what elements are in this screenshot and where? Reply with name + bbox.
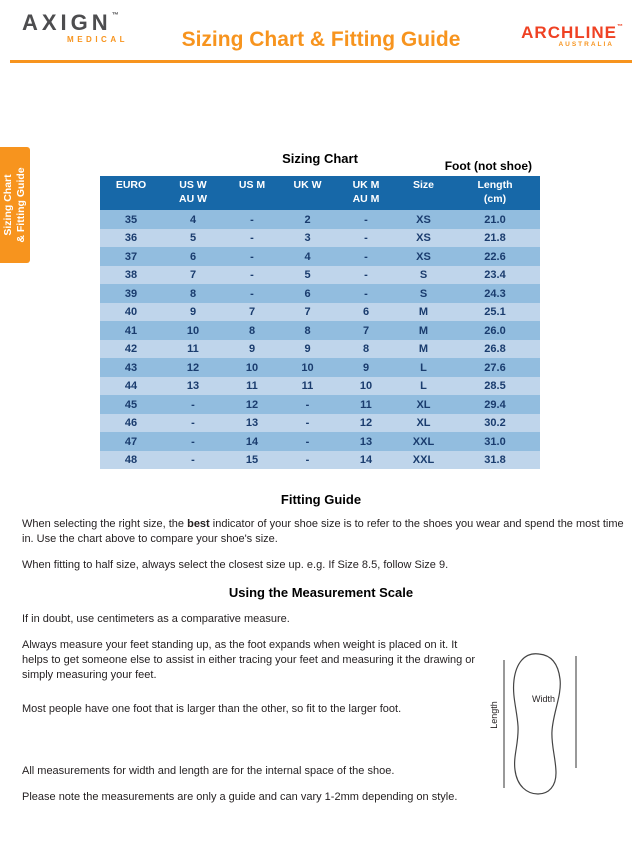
sizing-table-cell: 46	[124, 417, 138, 430]
sizing-table-row	[100, 210, 540, 229]
sizing-table-cell: -	[250, 287, 254, 300]
sizing-table-row	[100, 395, 540, 414]
sizing-table-cell: 9	[304, 343, 311, 356]
sizing-table-cell: 13	[186, 380, 200, 393]
sizing-table-cell: 5	[189, 232, 197, 245]
sizing-table-cell: 6	[189, 250, 197, 263]
sizing-table-row	[100, 340, 540, 359]
sizing-chart-title: Sizing Chart	[282, 151, 358, 166]
sizing-table-cell: 6	[362, 306, 370, 319]
fitting-guide-paragraph-2: When fitting to half size, always select the closest size up. e.g. If Size 8.5, follow Size 9.	[22, 559, 449, 571]
sizing-table-cell: 22.6	[484, 250, 506, 263]
sizing-table-cell: -	[250, 232, 254, 245]
sizing-table-cell: -	[191, 435, 195, 448]
fg-p1-bold: best	[187, 518, 210, 530]
sizing-table-cell: 9	[362, 361, 370, 374]
fitting-guide-paragraph-1	[22, 517, 628, 547]
sizing-chart-header	[100, 151, 540, 175]
side-tab-line2: & Fitting Guide	[15, 167, 27, 243]
sizing-table-cell: 14	[245, 435, 259, 448]
sizing-table-column-header: US M	[224, 176, 280, 210]
sizing-table	[100, 176, 540, 469]
axign-tm-mark: ™	[111, 12, 119, 19]
sizing-table-cell: 6	[304, 287, 311, 300]
sizing-table-cell: XL	[416, 398, 431, 411]
measurement-paragraph-4: All measurements for width and length are for the internal space of the shoe.	[22, 765, 395, 777]
sizing-table-cell: 38	[124, 269, 138, 282]
sizing-table-row	[100, 321, 540, 340]
fg-p1-before: When selecting the right size, the	[22, 518, 188, 530]
sizing-table-cell: S	[419, 269, 428, 282]
sizing-table-cell: 31.0	[484, 435, 506, 448]
sizing-table-cell: 24.3	[484, 287, 506, 300]
sizing-table-cell: 8	[362, 343, 370, 356]
sizing-table-cell: -	[364, 232, 368, 245]
sizing-table-cell: 7	[189, 269, 197, 282]
sizing-table-cell: M	[418, 306, 429, 319]
sizing-table-cell: XXL	[412, 454, 435, 467]
side-tab-label	[0, 147, 30, 263]
sizing-table-cell: 12	[359, 417, 373, 430]
sizing-table-cell: 37	[124, 250, 138, 263]
sizing-table-cell: 12	[245, 398, 259, 411]
axign-logo-sub: MEDICAL	[67, 35, 128, 44]
archline-logo-sub: AUSTRALIA	[558, 41, 614, 48]
sizing-table-cell: 9	[189, 306, 197, 319]
sizing-table-cell: 40	[124, 306, 138, 319]
foot-outline-drawing	[490, 646, 582, 798]
sizing-table-cell: 31.8	[484, 454, 506, 467]
archline-logo-name	[521, 24, 624, 41]
sizing-table-cell: XL	[416, 417, 431, 430]
sizing-table-cell: 11	[301, 380, 314, 393]
sizing-table-cell: L	[420, 361, 427, 374]
sizing-table-cell: -	[305, 417, 310, 430]
axign-wordmark: AXIGN	[22, 10, 112, 35]
sizing-table-cell: 47	[124, 435, 138, 448]
sizing-table-cell: 15	[245, 454, 259, 467]
sizing-table-cell: 21.8	[484, 232, 506, 245]
sizing-table-row	[100, 229, 540, 248]
sizing-table-cell: 7	[362, 324, 370, 337]
sizing-table-row	[100, 358, 540, 377]
sizing-table-cell: 45	[124, 398, 138, 411]
archline-wordmark: ARCHLINE	[521, 23, 617, 42]
sizing-table-cell: -	[250, 213, 254, 226]
sizing-table-cell: S	[419, 287, 428, 300]
sizing-table-cell: 26.0	[484, 324, 506, 337]
sizing-table-cell: 4	[304, 250, 311, 263]
measurement-paragraph-5: Please note the measurements are only a guide and can vary 1-2mm depending on style.	[22, 791, 458, 803]
sizing-table-cell: L	[420, 380, 427, 393]
sizing-table-column-header: US W AU W	[162, 176, 224, 210]
sizing-table-cell: -	[191, 454, 195, 467]
sizing-table-row	[100, 266, 540, 285]
sizing-table-cell: 28.5	[484, 380, 506, 393]
sizing-table-header-row	[100, 176, 540, 210]
page-title: Sizing Chart & Fitting Guide	[181, 28, 461, 51]
archline-tm-mark: ™	[617, 24, 624, 30]
sizing-table-cell: 10	[359, 380, 373, 393]
sizing-table-cell: -	[191, 417, 195, 430]
sizing-table-cell: -	[305, 435, 310, 448]
side-tab-sizing-chart	[0, 147, 30, 263]
sizing-table-cell: 11	[187, 343, 199, 356]
sizing-table-cell: -	[305, 454, 310, 467]
sizing-table-cell: 8	[189, 287, 197, 300]
sizing-table-cell: -	[250, 250, 254, 263]
length-label: Length	[489, 701, 499, 729]
sizing-table-cell: 8	[304, 324, 311, 337]
sizing-table-body	[100, 210, 540, 469]
sizing-table-cell: -	[305, 398, 310, 411]
width-label: Width	[532, 694, 556, 704]
sizing-table-cell: 14	[359, 454, 373, 467]
sizing-table-cell: 23.4	[484, 269, 506, 282]
fitting-guide-title: Fitting Guide	[280, 492, 362, 507]
sizing-table-cell: 11	[246, 380, 258, 393]
sizing-table-cell: XXL	[412, 435, 435, 448]
sizing-table-cell: 30.2	[484, 417, 506, 430]
sizing-table-cell: XS	[416, 250, 431, 263]
sizing-table-cell: M	[418, 343, 429, 356]
sizing-table-cell: -	[191, 398, 195, 411]
sizing-table-cell: 8	[248, 324, 256, 337]
sizing-table-cell: 10	[245, 361, 259, 374]
sizing-table-cell: 43	[124, 361, 138, 374]
side-tab-line1: Sizing Chart	[2, 174, 15, 236]
sizing-table-cell: 39	[124, 287, 138, 300]
sizing-table-row	[100, 432, 540, 451]
sizing-table-cell: 48	[124, 454, 138, 467]
sizing-table-cell: M	[418, 324, 429, 337]
sizing-table-cell: 2	[304, 213, 311, 226]
sizing-table-cell: 27.6	[484, 361, 506, 374]
sizing-table-head	[100, 176, 540, 210]
sizing-table-cell: XS	[416, 213, 431, 226]
sizing-table-column-header: UK M AU M	[335, 176, 397, 210]
sizing-table-column-header: UK W	[280, 176, 335, 210]
sizing-table-cell: 42	[124, 343, 138, 356]
sizing-table-row	[100, 451, 540, 470]
sizing-table-column-header: Size	[397, 176, 450, 210]
page-header	[0, 0, 642, 62]
sizing-table-cell: 5	[304, 269, 311, 282]
sizing-table-cell: 35	[124, 213, 138, 226]
sizing-table-cell: 21.0	[484, 213, 506, 226]
measurement-paragraph-1: If in doubt, use centimeters as a comparative measure.	[22, 613, 290, 625]
archline-logo	[521, 24, 624, 48]
sizing-table-cell: 25.1	[484, 306, 506, 319]
sizing-table-cell: 7	[304, 306, 311, 319]
sizing-table-cell: 3	[304, 232, 311, 245]
sizing-table-cell: 9	[248, 343, 256, 356]
sizing-table-cell: 13	[245, 417, 259, 430]
sizing-table-cell: 11	[360, 398, 372, 411]
sizing-table-cell: 44	[124, 380, 138, 393]
sizing-table-cell: 36	[124, 232, 138, 245]
fg-p1-after: indicator of your shoe size is to refer to the shoes you wear and spend the most time in. Use the chart above to compare your shoe's size.	[22, 518, 624, 545]
sizing-table-cell: -	[364, 269, 368, 282]
sizing-table-cell: -	[250, 269, 254, 282]
sizing-table-cell: 12	[186, 361, 200, 374]
sizing-table-cell: 41	[124, 324, 138, 337]
sizing-table-row	[100, 303, 540, 322]
header-divider	[10, 60, 632, 63]
sizing-table-cell: -	[364, 250, 368, 263]
sizing-table-row	[100, 284, 540, 303]
measurement-paragraph-2: Always measure your feet standing up, as the foot expands when weight is placed on it. It helps to get someone else to assist in either tracing your feet and measuring it the drawing or simply measuring your feet.	[22, 639, 476, 681]
sizing-table-cell: 13	[359, 435, 373, 448]
foot-measurement-diagram	[490, 646, 582, 798]
sizing-table-row	[100, 377, 540, 396]
sizing-table-row	[100, 247, 540, 266]
sizing-table-cell: XS	[416, 232, 431, 245]
measurement-paragraph-3: Most people have one foot that is larger than the other, so fit to the larger foot.	[22, 703, 402, 715]
sizing-table-row	[100, 414, 540, 433]
sizing-table-column-header: EURO	[100, 176, 162, 210]
sizing-table-cell: 29.4	[484, 398, 506, 411]
sizing-table-cell: 26.8	[484, 343, 506, 356]
sizing-table-cell: -	[364, 213, 368, 226]
sizing-table-cell: 7	[248, 306, 256, 319]
sizing-table-cell: 10	[186, 324, 200, 337]
sizing-table-cell: 10	[301, 361, 314, 374]
sizing-table-cell: -	[364, 287, 368, 300]
measurement-scale-title: Using the Measurement Scale	[228, 585, 414, 600]
foot-not-shoe-note: Foot (not shoe)	[444, 159, 532, 173]
sizing-table-column-header: Length (cm)	[450, 176, 540, 210]
sizing-table-cell: 4	[189, 213, 197, 226]
